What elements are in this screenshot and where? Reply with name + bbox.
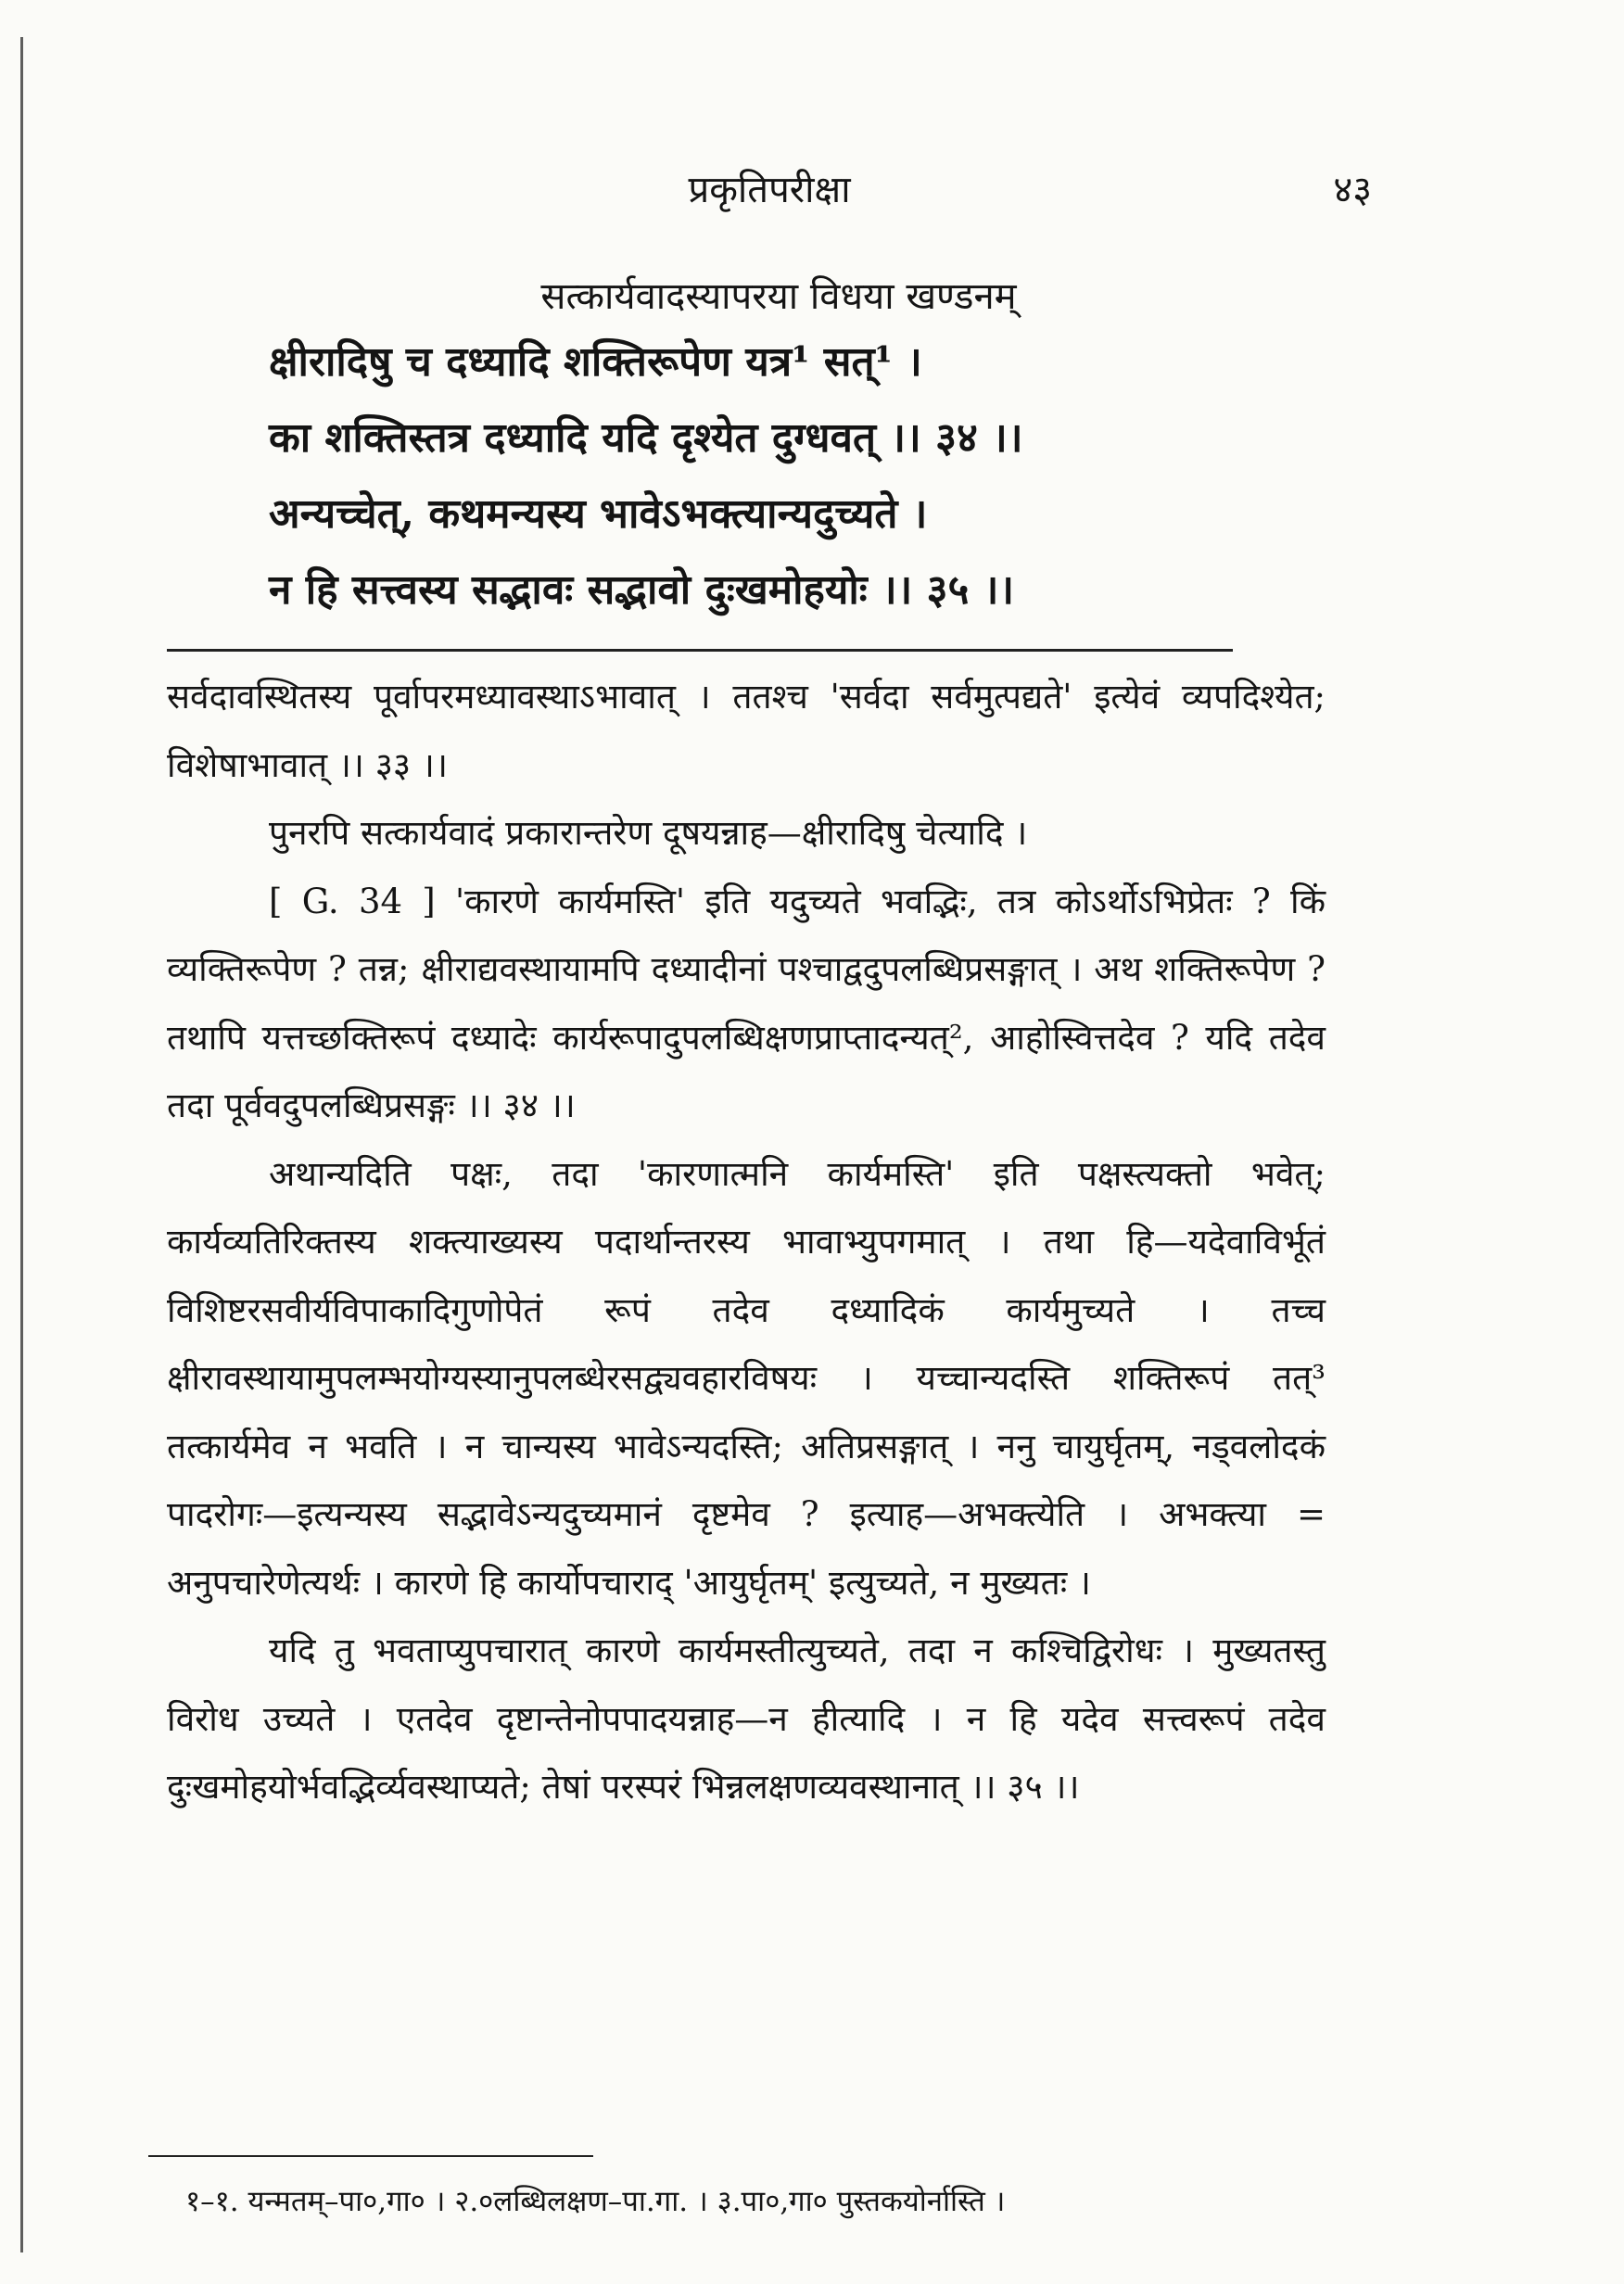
page-binding-edge: [20, 37, 31, 2252]
running-title: प्रकृतिपरीक्षा: [688, 169, 851, 211]
commentary-paragraph: पुनरपि सत्कार्यवादं प्रकारान्तरेण दूषयन्नाह—क्षीरादिषु चेत्यादि ।: [269, 813, 1028, 853]
commentary-paragraph: सर्वदावस्थितस्य पूर्वापरमध्यावस्थाऽभावात् । ततश्च 'सर्वदा सर्वमुत्पद्यते' इत्येवं व्यपदिश्येत; विशेषाभावात् ।। ३३ ।।: [167, 677, 1326, 785]
commentary-body: [167, 663, 1326, 1821]
page-number: ४३: [1333, 169, 1372, 211]
page-header: [167, 162, 1372, 218]
verse-line: अन्यच्चेत्, कथमन्यस्य भावेऽभक्त्यान्यदुच्यते ।: [269, 490, 928, 538]
verse-divider: [167, 649, 1233, 652]
verse-line: का शक्तिस्तत्र दध्यादि यदि दृश्येत दुग्धवत् ।। ३४ ।।: [269, 414, 1023, 462]
footnote: १–१. यन्मतम्–पा०,गा० । २.०लब्धिलक्षण–पा.गा. । ३.पा०,गा० पुस्तकयोर्नास्ति ।: [185, 2185, 1006, 2218]
commentary-paragraph: यदि तु भवताप्युपचारात् कारणे कार्यमस्तीत्युच्यते, तदा न कश्चिद्विरोधः । मुख्यतस्तु विरोध उच्यते । एतदेव दृष्टान्तेनोपपादयन्नाह—न हीत्यादि । न हि यदेव सत्त्वरूपं तदेव दुःखमोहयोर्भवद्भिर्व्यवस्थाप्यते; तेषां परस्परं भिन्नलक्षणव्यवस्थानात् ।। ३५ ।।: [167, 1631, 1326, 1807]
commentary-paragraph: अथान्यदिति पक्षः, तदा 'कारणात्मनि कार्यमस्ति' इति पक्षस्त्यक्तो भवेत्; कार्यव्यतिरिक्तस्य शक्त्याख्यस्य पदार्थान्तरस्य भावाभ्युपगमात् । तथा हि—यदेवाविर्भूतं विशिष्टरसवीर्यविपाकादिगुणोपेतं रूपं तदेव दध्यादिकं कार्यमुच्यते । तच्च क्षीरावस्थायामुपलम्भयोग्यस्यानुपलब्धेरसद्व्यवहारविषयः । यच्चान्यदस्ति शक्तिरूपं तत्³ तत्कार्यमेव न भवति । न चान्यस्य भावेऽन्यदस्ति; अतिप्रसङ्गात् । ननु चायुर्घृतम्, नड्वलोदकं पादरोगः—इत्यन्यस्य सद्भावेऽन्यदुच्यमानं दृष्टमेव ? इत्याह—अभक्त्येति । अभक्त्या = अनुपचारेणेत्यर्थः । कारणे हि कार्योपचाराद् 'आयुर्घृतम्' इत्युच्यते, न मुख्यतः ।: [167, 1153, 1326, 1603]
verse-block: [269, 269, 1288, 628]
footnote-divider: [148, 2155, 593, 2157]
verse-line: न हि सत्त्वस्य सद्भावः सद्भावो दुःखमोहयोः ।। ३५ ।।: [269, 566, 1015, 614]
verse-line: क्षीरादिषु च दध्यादि शक्तिरूपेण यत्र¹ सत्¹ ।: [269, 338, 922, 386]
commentary-paragraph: [ G. 34 ] 'कारणे कार्यमस्ति' इति यदुच्यते भवद्भिः, तत्र कोऽर्थोऽभिप्रेतः ? किं व्यक्तिरूपेण ? तन्न; क्षीराद्यवस्थायामपि दध्यादीनां पश्चाद्वदुपलब्धिप्रसङ्गात् । अथ शक्तिरूपेण ? तथापि यत्तच्छक्तिरूपं दध्यादेः कार्यरूपादुपलब्धिक्षणप्राप्तादन्यत्², आहोस्वित्तदेव ? यदि तदेव तदा पूर्ववदुपलब्धिप्रसङ्गः ।। ३४ ।।: [167, 881, 1326, 1125]
section-heading: सत्कार्यवादस्यापरया विधया खण्डनम्: [540, 275, 1017, 318]
